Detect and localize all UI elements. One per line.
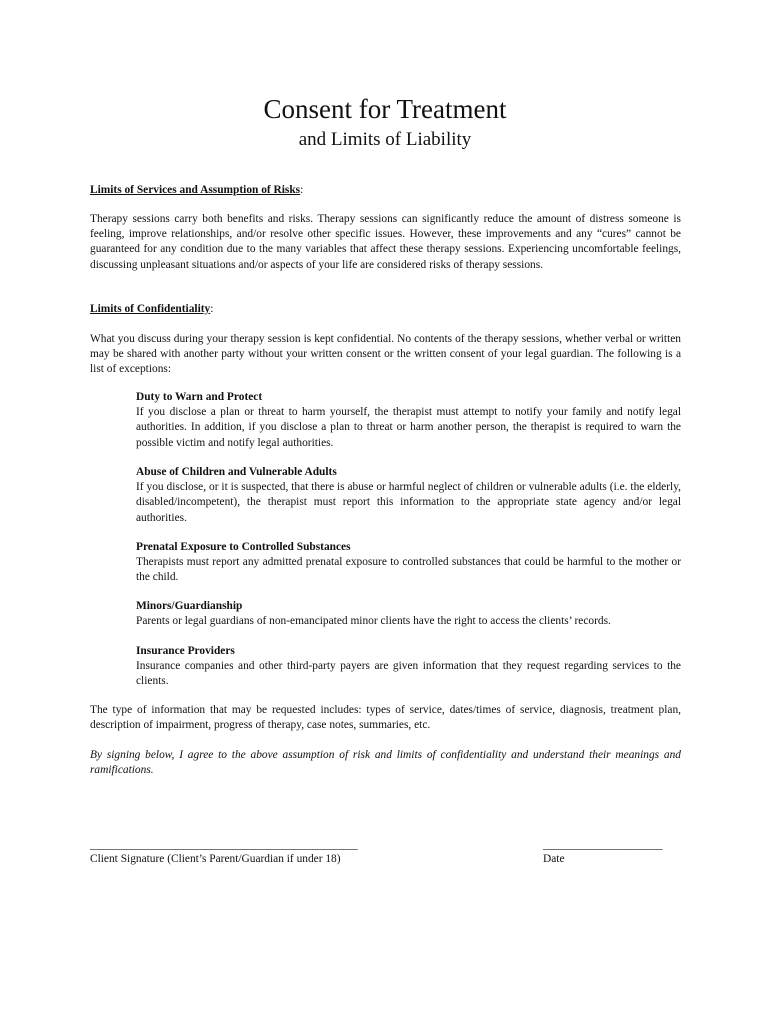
document-subtitle: and Limits of Liability xyxy=(298,129,472,150)
exception-title: Duty to Warn and Protect xyxy=(136,391,263,403)
exception-text: If you disclose a plan or threat to harm yourself, the therapist must attempt to notify your family and notify legal authorities. In addition, if you disclose a plan to threat or harm another person, the therapist is required to warn the possible victim and notify legal authorities. xyxy=(136,406,681,449)
client-signature-line: _______________________________________________ xyxy=(90,839,358,851)
exception-title: Insurance Providers xyxy=(136,645,235,657)
date-line: _____________________ xyxy=(543,839,663,851)
exception-title: Abuse of Children and Vulnerable Adults xyxy=(136,466,337,478)
section-heading: Limits of Confidentiality xyxy=(90,303,211,315)
exception-duty-to-warn xyxy=(136,390,681,451)
heading-colon: : xyxy=(300,184,304,196)
exception-text: If you disclose, or it is suspected, that there is abuse or harmful neglect of children or vulnerable adults (i.e. the elderly, disabled/incompetent), the therapist must report this information to the appropriate state agency and/or legal authorities. xyxy=(136,481,681,524)
agreement-statement: By signing below, I agree to the above assumption of risk and limits of confidentiality and understand their meanings and ramifications. xyxy=(90,749,681,777)
section-risks-body: Therapy sessions carry both benefits and risks. Therapy sessions can significantly reduce the amount of distress someone is feeling, improve relationships, and/or resolve other specific issues. However, these improvements and any “cures” cannot be guaranteed for any condition due to the many variables that affect these therapy sessions. Experiencing uncomfortable feelings, discussing unpleasant situations and/or aspects of your life are considered risks of therapy sessions. xyxy=(90,213,681,271)
document-title: Consent for Treatment xyxy=(263,94,507,124)
exception-title: Prenatal Exposure to Controlled Substances xyxy=(136,541,351,553)
section-heading: Limits of Services and Assumption of Risks xyxy=(90,184,301,196)
exception-text: Therapists must report any admitted prenatal exposure to controlled substances that could be harmful to the mother or the child. xyxy=(136,556,681,584)
exception-abuse xyxy=(136,465,681,526)
client-signature-label: Client Signature (Client’s Parent/Guardian if under 18) xyxy=(90,853,341,865)
section-confidentiality-body: What you discuss during your therapy session is kept confidential. No contents of the therapy sessions, whether verbal or written may be shared with another party without your written consent or the written consent of your legal guardian. The following is a list of exceptions: xyxy=(90,333,681,376)
info-paragraph: The type of information that may be requested includes: types of service, dates/times of service, diagnosis, treatment plan, description of impairment, progress of therapy, case notes, summaries, etc. xyxy=(90,704,681,732)
heading-colon: : xyxy=(210,303,214,315)
exception-prenatal xyxy=(136,540,681,586)
section-confidentiality-heading xyxy=(90,302,681,317)
exception-insurance xyxy=(136,644,681,690)
exception-minors xyxy=(136,599,681,629)
exception-text: Parents or legal guardians of non-emancipated minor clients have the right to access the clients’ records. xyxy=(136,615,611,628)
section-risks-heading xyxy=(90,183,681,198)
exception-title: Minors/Guardianship xyxy=(136,600,243,612)
exception-text: Insurance companies and other third-party payers are given information that they request regarding services to the clients. xyxy=(136,660,681,688)
date-label: Date xyxy=(543,853,565,865)
